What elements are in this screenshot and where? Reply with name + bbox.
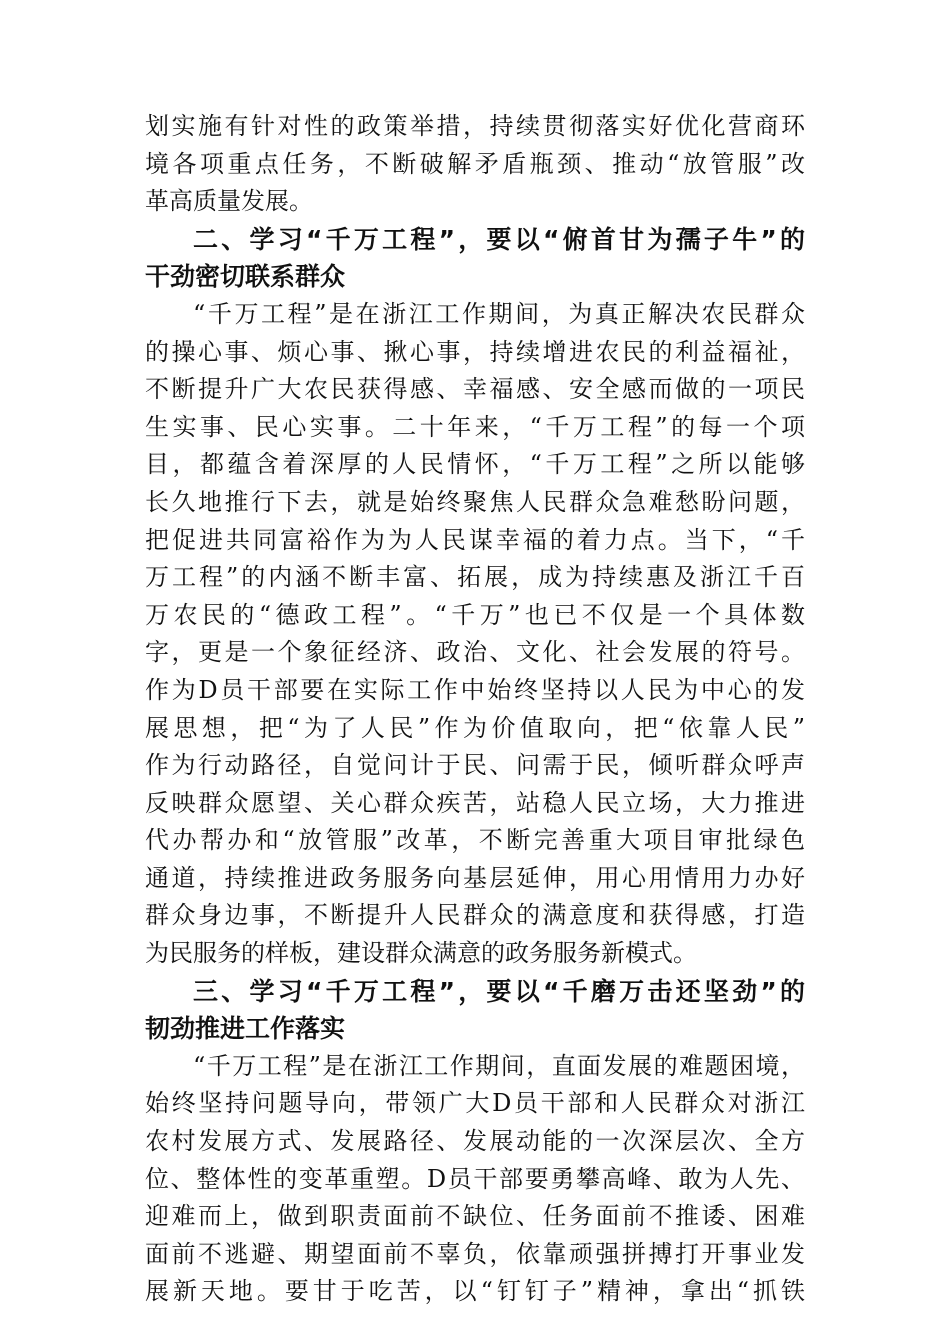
text-line: 革高质量发展。 xyxy=(145,187,313,216)
heading-line: 干劲密切联系群众 xyxy=(145,262,346,292)
text-line: 把促进共同富裕作为为人民谋幸福的着力点。当下，“千 xyxy=(145,525,805,554)
text-line: 反映群众愿望、关心群众疾苦，站稳人民立场，大力推进 xyxy=(145,788,805,817)
text-line: 境各项重点任务，不断破解矛盾瓶颈、推动“放管服”改 xyxy=(145,149,805,178)
text-line: 通道，持续推进政务服务向基层延伸，用心用情用力办好 xyxy=(145,863,805,892)
text-line: 始终坚持问题导向，带领广大D员干部和人民群众对浙江 xyxy=(145,1089,805,1118)
text-line: 代办帮办和“放管服”改革，不断完善重大项目审批绿色 xyxy=(145,826,805,855)
text-line: 展思想，把“为了人民”作为价值取向，把“依靠人民” xyxy=(145,713,805,742)
text-line: 字，更是一个象征经济、政治、文化、社会发展的符号。 xyxy=(145,638,805,667)
text-line: 农村发展方式、发展路径、发展动能的一次深层次、全方 xyxy=(145,1127,805,1156)
text-line: 目，都蕴含着深厚的人民情怀，“千万工程”之所以能够 xyxy=(145,450,805,479)
continued-paragraph xyxy=(145,108,805,221)
section-body-2 xyxy=(145,296,805,973)
text-line: “千万工程”是在浙江工作期间，直面发展的难题困境， xyxy=(193,1051,805,1080)
section-body-3 xyxy=(145,1048,805,1311)
text-line: 迎难而上，做到职责面前不缺位、任务面前不推诿、困难 xyxy=(145,1202,805,1231)
text-line: 为民服务的样板，建设群众满意的政务服务新模式。 xyxy=(145,939,697,968)
text-line: 展新天地。要甘于吃苦，以“钉钉子”精神，拿出“抓铁 xyxy=(145,1277,805,1306)
text-line: 划实施有针对性的政策举措，持续贯彻落实好优化营商环 xyxy=(145,112,805,140)
text-line: 不断提升广大农民获得感、幸福感、安全感而做的一项民 xyxy=(145,375,805,404)
text-line: “千万工程”是在浙江工作期间，为真正解决农民群众 xyxy=(193,299,805,328)
heading-line: 韧劲推进工作落实 xyxy=(145,1014,346,1044)
text-line: 群众身边事，不断提升人民群众的满意度和获得感，打造 xyxy=(145,901,805,930)
section-heading-2 xyxy=(145,221,805,296)
section-heading-3 xyxy=(145,973,805,1048)
text-line: 面前不逃避、期望面前不辜负，依靠顽强拼搏打开事业发 xyxy=(145,1239,805,1268)
text-line: 的操心事、烦心事、揪心事，持续增进农民的利益福祉， xyxy=(145,337,805,366)
text-line: 位、整体性的变革重塑。D员干部要勇攀高峰、敢为人先、 xyxy=(145,1164,805,1193)
text-line: 万工程”的内涵不断丰富、拓展，成为持续惠及浙江千百 xyxy=(145,563,805,592)
text-line: 作为行动路径，自觉问计于民、问需于民，倾听群众呼声 xyxy=(145,751,805,780)
document-page xyxy=(145,108,805,1311)
text-line: 生实事、民心实事。二十年来，“千万工程”的每一个项 xyxy=(145,412,805,441)
text-line: 万农民的“德政工程”。“千万”也已不仅是一个具体数 xyxy=(145,600,805,629)
text-line: 长久地推行下去，就是始终聚焦人民群众急难愁盼问题， xyxy=(145,487,805,516)
text-line: 作为D员干部要在实际工作中始终坚持以人民为中心的发 xyxy=(145,675,805,704)
heading-line: 三、学习“千万工程”，要以“千磨万击还坚劲”的 xyxy=(193,976,805,1006)
heading-line: 二、学习“千万工程”，要以“俯首甘为孺子牛”的 xyxy=(193,224,805,254)
